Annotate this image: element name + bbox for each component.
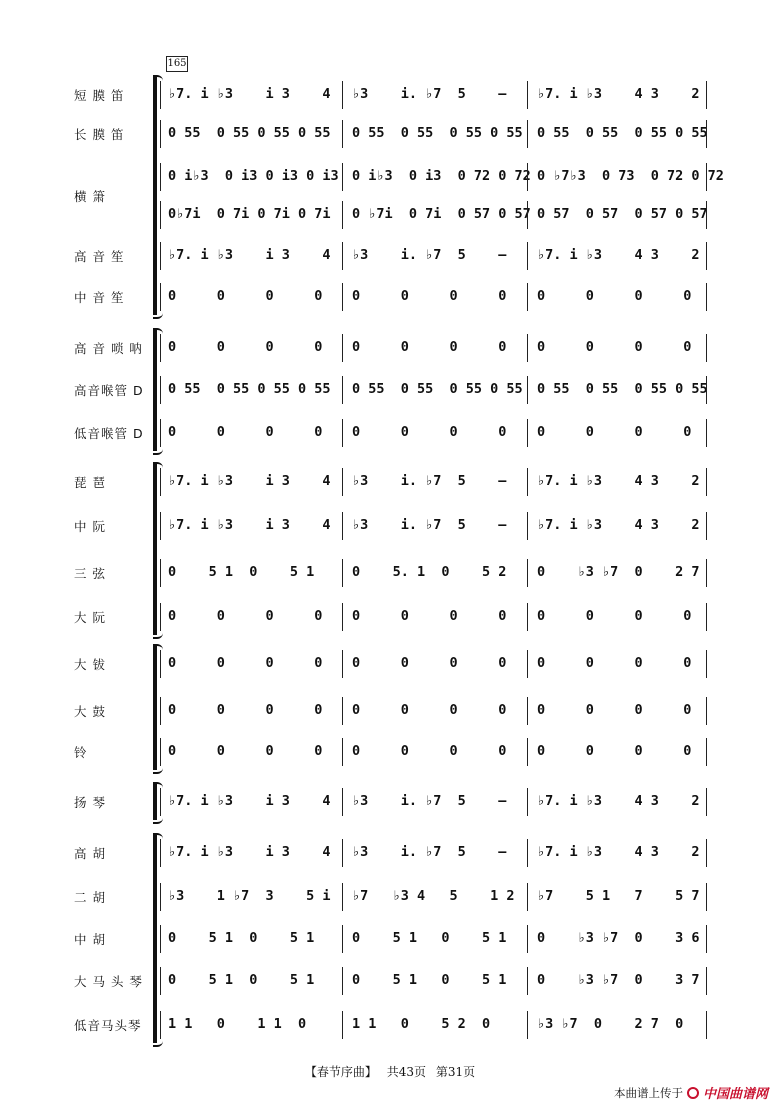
barline [527,788,528,816]
barline [342,883,343,911]
barline [342,839,343,867]
instrument-label: 大 马 头 琴 [74,974,143,989]
upload-credit [614,1083,768,1102]
barline [706,334,707,362]
measure-cell: 0 55 0 55 0 55 0 55 [537,125,708,141]
measure-cell: 0 0 0 0 [352,339,507,355]
instrument-label: 中 胡 [74,932,106,947]
barline [527,468,528,496]
barline [527,376,528,404]
measure-cell: 0 0 0 0 [168,743,323,759]
barline [706,839,707,867]
measure-cell: 0 5 1 0 5 1 [168,930,315,946]
measure-cell: 0 5 1 0 5 1 [168,564,315,580]
barline [342,81,343,109]
barline [527,120,528,148]
barline [342,376,343,404]
barline [342,603,343,631]
barline [527,883,528,911]
barline [342,283,343,311]
barline [706,967,707,995]
rehearsal-mark: 165 [166,56,188,72]
barline [527,512,528,540]
measure-cell: 0 0 0 0 [168,424,323,440]
measure-cell: ♭7. i ♭3 4 3 2 [537,517,700,533]
barline [342,201,343,229]
barline [527,925,528,953]
measure-cell: 0 0 0 0 [537,288,692,304]
barline [527,697,528,725]
instrument-label: 横 箫 [74,189,106,204]
instrument-label: 低音马头琴 [74,1018,142,1033]
barline [706,120,707,148]
instrument-label: 大 鼓 [74,704,106,719]
measure-cell: 0 ♭3 ♭7 0 3 7 [537,972,700,988]
measure-cell: 0 5. 1 0 5 2 [352,564,507,580]
barline [342,163,343,191]
measure-cell: 1 1 0 1 1 0 [168,1016,307,1032]
barline [706,201,707,229]
barline [342,468,343,496]
barline [527,201,528,229]
measure-cell: 0 0 0 0 [168,339,323,355]
measure-cell: 0 55 0 55 0 55 0 55 [352,125,523,141]
measure-cell: ♭3 1 ♭7 3 5 i [168,888,331,904]
barline [527,559,528,587]
score-title: 【春节序曲】 [304,1065,377,1079]
measure-cell: 0 0 0 0 [352,288,507,304]
measure-cell: 0 5 1 0 5 1 [168,972,315,988]
barline [527,738,528,766]
measure-cell: 0 0 0 0 [352,608,507,624]
measure-cell: 0 ♭7i 0 7i 0 57 0 57 [352,206,531,222]
measure-cell: 0 ♭7♭3 0 73 0 72 0 72 [537,168,724,184]
section-bracket [153,835,163,1043]
instrument-label: 中 音 笙 [74,290,125,305]
measure-cell: 0 0 0 0 [537,608,692,624]
barline [342,334,343,362]
measure-cell: ♭7. i ♭3 4 3 2 [537,844,700,860]
measure-cell: ♭7. i ♭3 i 3 4 [168,473,331,489]
barline [342,967,343,995]
measure-cell: ♭7 ♭3 4 5 1 2 [352,888,515,904]
measure-cell: ♭3 i. ♭7 5 – [352,517,507,533]
instrument-label: 大 阮 [74,610,106,625]
measure-cell: 0 0 0 0 [352,424,507,440]
barline [342,788,343,816]
barline [342,738,343,766]
barline [706,697,707,725]
site-logo-icon [687,1087,699,1099]
measure-cell: 0♭7i 0 7i 0 7i 0 7i [168,206,331,222]
barline [527,650,528,678]
measure-cell: 0 0 0 0 [352,702,507,718]
barline [706,81,707,109]
barline [527,967,528,995]
measure-cell: 0 0 0 0 [537,424,692,440]
measure-cell: ♭7. i ♭3 i 3 4 [168,86,331,102]
barline [527,81,528,109]
barline [706,603,707,631]
instrument-label: 铃 [74,745,88,760]
barline [706,788,707,816]
measure-cell: 0 0 0 0 [168,655,323,671]
barline [342,242,343,270]
barline [706,512,707,540]
measure-cell: 0 0 0 0 [537,702,692,718]
measure-cell: ♭7. i ♭3 4 3 2 [537,247,700,263]
measure-cell: ♭3 i. ♭7 5 – [352,793,507,809]
measure-cell: 0 55 0 55 0 55 0 55 [537,381,708,397]
measure-cell: ♭7. i ♭3 i 3 4 [168,517,331,533]
barline [527,839,528,867]
measure-cell: 0 0 0 0 [352,655,507,671]
measure-cell: 0 0 0 0 [168,702,323,718]
barline [706,468,707,496]
barline [527,603,528,631]
measure-cell: 0 ♭3 ♭7 0 2 7 [537,564,700,580]
page-footer [0,1063,780,1080]
measure-cell: 0 5 1 0 5 1 [352,930,507,946]
barline [527,419,528,447]
measure-cell: 0 0 0 0 [537,655,692,671]
instrument-label: 高 胡 [74,846,106,861]
page-number: 第31页 [435,1065,476,1079]
instrument-label: 高 音 唢 呐 [74,341,143,356]
measure-cell: ♭3 i. ♭7 5 – [352,247,507,263]
instrument-label: 长 膜 笛 [74,127,125,142]
barline [706,559,707,587]
measure-cell: 0 5 1 0 5 1 [352,972,507,988]
barline [706,883,707,911]
section-bracket [153,784,163,820]
measure-cell: 0 ♭3 ♭7 0 3 6 [537,930,700,946]
barline [706,925,707,953]
section-bracket [153,646,163,770]
barline [527,283,528,311]
barline [706,738,707,766]
measure-cell: 0 0 0 0 [168,608,323,624]
instrument-label: 中 阮 [74,519,106,534]
measure-cell: ♭7. i ♭3 i 3 4 [168,247,331,263]
measure-cell: 0 55 0 55 0 55 0 55 [168,381,331,397]
site-name: 中国曲谱网 [702,1087,768,1102]
barline [342,650,343,678]
measure-cell: 1 1 0 5 2 0 [352,1016,491,1032]
measure-cell: ♭7. i ♭3 4 3 2 [537,793,700,809]
barline [342,419,343,447]
section-bracket [153,77,163,315]
barline [706,650,707,678]
barline [527,1011,528,1039]
measure-cell: 0 57 0 57 0 57 0 57 [537,206,708,222]
measure-cell: ♭7. i ♭3 i 3 4 [168,844,331,860]
measure-cell: ♭7. i ♭3 4 3 2 [537,86,700,102]
measure-cell: 0 i♭3 0 i3 0 72 0 72 [352,168,531,184]
barline [342,925,343,953]
measure-cell: 0 55 0 55 0 55 0 55 [168,125,331,141]
instrument-label: 二 胡 [74,890,106,905]
instrument-label: 高 音 笙 [74,249,125,264]
barline [342,512,343,540]
barline [342,120,343,148]
instrument-label: 低音喉管 D [74,426,144,441]
barline [342,697,343,725]
measure-cell: 0 0 0 0 [537,339,692,355]
upload-text: 本曲谱上传于 [613,1085,683,1100]
barline [342,559,343,587]
section-bracket [153,330,163,451]
measure-cell: ♭3 i. ♭7 5 – [352,473,507,489]
barline [706,283,707,311]
measure-cell: ♭7. i ♭3 4 3 2 [537,473,700,489]
measure-cell: 0 0 0 0 [537,743,692,759]
measure-cell: ♭7. i ♭3 i 3 4 [168,793,331,809]
measure-cell: ♭3 ♭7 0 2 7 0 [537,1016,684,1032]
barline [706,1011,707,1039]
barline [527,242,528,270]
measure-cell: 0 i♭3 0 i3 0 i3 0 i3 [168,168,339,184]
measure-cell: 0 55 0 55 0 55 0 55 [352,381,523,397]
instrument-label: 三 弦 [74,566,106,581]
measure-cell: ♭3 i. ♭7 5 – [352,86,507,102]
instrument-label: 大 钹 [74,657,106,672]
section-bracket [153,464,163,635]
barline [342,1011,343,1039]
barline [706,419,707,447]
measure-cell: ♭7 5 1 7 5 7 [537,888,700,904]
barline [706,242,707,270]
instrument-label: 短 膜 笛 [74,88,125,103]
measure-cell: ♭3 i. ♭7 5 – [352,844,507,860]
measure-cell: 0 0 0 0 [168,288,323,304]
instrument-label: 高音喉管 D [74,383,144,398]
barline [527,334,528,362]
instrument-label: 扬 琴 [74,795,106,810]
barline [706,163,707,191]
measure-cell: 0 0 0 0 [352,743,507,759]
instrument-label: 琵 琶 [74,475,106,490]
barline [527,163,528,191]
total-pages: 共43页 [386,1065,426,1079]
barline [706,376,707,404]
